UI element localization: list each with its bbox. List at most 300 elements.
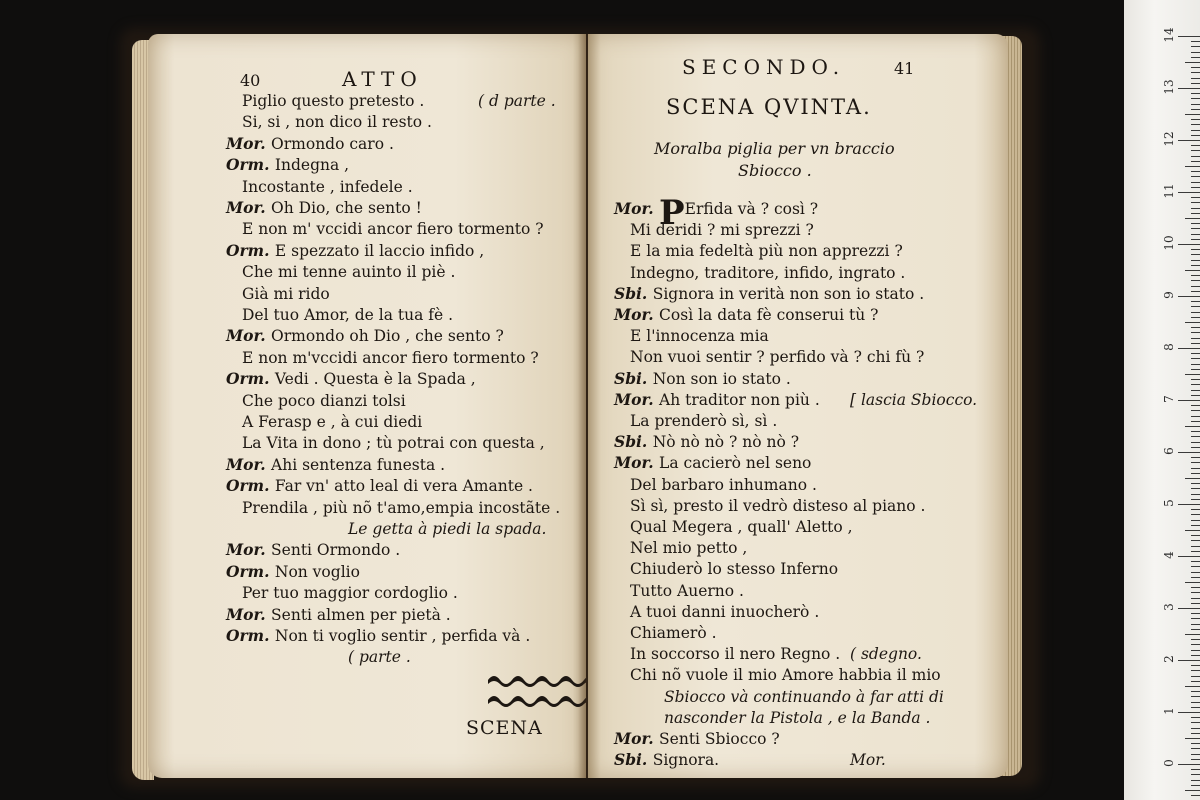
speaker-label: Orm.: [226, 626, 275, 645]
ruler-tick: [1191, 618, 1200, 619]
ruler-tick: [1191, 301, 1200, 302]
ruler-tick: [1191, 551, 1200, 552]
ruler-tick: [1191, 785, 1200, 786]
line-text: La cacierò nel seno: [659, 454, 812, 473]
ruler-tick: [1191, 421, 1200, 422]
speaker-label: Orm.: [226, 561, 275, 581]
verse-line: [614, 391, 820, 409]
stage-direction-line-2: Sbiocco .: [738, 161, 812, 180]
ruler-tick: [1191, 520, 1200, 521]
line-text: Indegna ,: [274, 156, 350, 175]
left-page-number: 40: [240, 71, 261, 90]
ruler-tick: [1185, 62, 1200, 63]
ruler-tick: [1191, 748, 1200, 749]
ruler-tick: [1191, 457, 1200, 458]
aside-direction: ( d parte .: [478, 92, 556, 110]
line-text: Non vuoi sentir ? perfido và ? chi fù ?: [630, 348, 925, 367]
ruler-tick: [1191, 254, 1200, 255]
ruler-tick: [1178, 452, 1200, 453]
ruler-tick: [1191, 514, 1200, 515]
ruler-tick: [1191, 499, 1200, 500]
verse-line: [242, 220, 544, 238]
line-text: Chiuderò lo stesso Inferno: [630, 560, 839, 579]
line-text: A tuoi danni inuocherò .: [630, 602, 820, 621]
line-text: Far vn' atto leal di vera Amante .: [274, 477, 533, 496]
verse-line: [630, 666, 941, 684]
speaker-label: Orm.: [226, 476, 275, 496]
ruler-tick: [1191, 228, 1200, 229]
ruler-number: 8: [1162, 343, 1176, 351]
ruler-tick: [1191, 624, 1200, 625]
ruler-tick: [1191, 265, 1200, 266]
ruler-tick: [1191, 213, 1200, 214]
line-text: Ahi sentenza funesta .: [271, 455, 446, 474]
speaker-label: Mor.: [226, 326, 272, 346]
ruler-tick: [1191, 566, 1200, 567]
right-page-number: 41: [894, 59, 915, 78]
ruler-number: 13: [1162, 79, 1176, 95]
ruler-tick: [1191, 187, 1200, 188]
ruler-tick: [1191, 598, 1200, 599]
verse-line: [226, 477, 533, 495]
ruler-tick: [1191, 577, 1200, 578]
verse-line: [242, 434, 545, 452]
ruler-tick: [1191, 161, 1200, 162]
verse-line: [242, 92, 424, 110]
ruler-tick: [1191, 176, 1200, 177]
ruler-tick: [1191, 707, 1200, 708]
speaker-label: Orm.: [226, 369, 275, 389]
speaker-label: Mor.: [226, 604, 272, 624]
stage-direction-line-1: Moralba piglia per vn braccio: [654, 139, 895, 158]
ruler-tick: [1178, 192, 1200, 193]
ruler-tick: [1191, 78, 1200, 79]
ruler-tick: [1185, 374, 1200, 375]
verse-line: [630, 476, 817, 494]
ruler-tick: [1191, 795, 1200, 796]
verse-line: [242, 349, 539, 367]
ruler-tick: [1191, 239, 1200, 240]
verse-line: [614, 370, 791, 388]
line-text: Mi deridi ? mi sprezzi ?: [630, 221, 814, 240]
line-text: Signora.: [652, 751, 720, 770]
ruler-tick: [1191, 733, 1200, 734]
ruler-tick: [1191, 130, 1200, 131]
line-text: Che poco dianzi tolsi: [242, 391, 406, 410]
line-text: Nò nò nò ? nò nò ?: [652, 433, 800, 452]
verse-line: [226, 135, 394, 153]
verse-line: [630, 242, 903, 260]
verse-line: [242, 263, 455, 281]
verse-line: [226, 541, 400, 559]
ruler-tick: [1191, 234, 1200, 235]
ruler-tick: [1191, 691, 1200, 692]
verse-line: [348, 648, 411, 666]
line-text: A Ferasp e , à cui diedi: [242, 413, 423, 431]
ruler-tick: [1191, 488, 1200, 489]
ruler-tick: [1191, 447, 1200, 448]
ruler-tick: [1185, 270, 1200, 271]
speaker-label: Mor.: [614, 453, 660, 473]
line-text: Prendila , più nõ t'amo,empia incostãte .: [242, 498, 561, 517]
ruler-tick: [1178, 140, 1200, 141]
verse-line: [630, 560, 838, 578]
ruler-tick: [1191, 613, 1200, 614]
verse-line: [630, 327, 769, 345]
verse-line: [242, 285, 330, 303]
drop-cap: P: [659, 193, 685, 233]
verse-line: [614, 285, 924, 303]
ruler-tick: [1185, 686, 1200, 687]
ruler-tick: [1178, 504, 1200, 505]
ruler-tick: [1191, 249, 1200, 250]
ruler-tick: [1191, 587, 1200, 588]
ruler-tick: [1178, 244, 1200, 245]
ruler-tick: [1191, 384, 1200, 385]
line-text: Senti almen per pietà .: [271, 605, 451, 624]
line-text: Ormondo caro .: [271, 134, 394, 153]
line-text: Si, si , non dico il resto .: [242, 113, 432, 132]
ruler-tick: [1178, 556, 1200, 557]
verse-line: [226, 456, 445, 474]
ruler-tick: [1178, 712, 1200, 713]
ruler-tick: [1191, 468, 1200, 469]
ruler-tick: [1191, 275, 1200, 276]
verse-line: [664, 709, 930, 727]
line-text: E non m'vccidi ancor fiero tormento ?: [242, 348, 539, 367]
ruler-tick: [1191, 410, 1200, 411]
speaker-label: Mor.: [226, 198, 272, 217]
verse-line: [226, 199, 422, 217]
ruler-tick: [1191, 650, 1200, 651]
ruler-tick: [1191, 592, 1200, 593]
ruler-tick: [1185, 738, 1200, 739]
ruler-tick: [1191, 83, 1200, 84]
ruler-tick: [1191, 369, 1200, 370]
ruler-tick: [1191, 670, 1200, 671]
ruler-tick: [1191, 759, 1200, 760]
ruler-tick: [1185, 166, 1200, 167]
ruler-tick: [1191, 390, 1200, 391]
line-text: Incostante , infedele .: [242, 177, 413, 196]
ruler-tick: [1191, 135, 1200, 136]
speaker-label: Sbi.: [614, 750, 653, 770]
speaker-label: Mor.: [226, 133, 272, 153]
line-text: Non ti voglio sentir , perfida và .: [274, 627, 531, 645]
ruler-tick: [1191, 462, 1200, 463]
ruler-tick: [1191, 561, 1200, 562]
ruler-tick: [1191, 473, 1200, 474]
ruler-tick: [1191, 546, 1200, 547]
verse-line: [242, 499, 560, 517]
ruler-number: 6: [1162, 447, 1176, 455]
ruler-tick: [1191, 540, 1200, 541]
line-text: In soccorso il nero Regno .: [630, 645, 841, 664]
ruler-tick: [1191, 332, 1200, 333]
left-page: [148, 34, 586, 778]
printer-ornament: [486, 670, 592, 712]
ruler-number: 4: [1162, 551, 1176, 559]
ruler-number: 9: [1162, 291, 1176, 299]
ruler-tick: [1191, 717, 1200, 718]
ruler-tick: [1191, 416, 1200, 417]
verse-line: [226, 563, 360, 581]
verse-line: [630, 221, 814, 239]
ruler-tick: [1191, 57, 1200, 58]
line-text: Piglio questo pretesto .: [242, 92, 425, 110]
line-text: Già mi rido: [242, 284, 330, 303]
line-text: Chiamerò .: [630, 624, 717, 642]
line-text: Che mi tenne auinto il piè .: [242, 263, 456, 282]
ruler-tick: [1191, 280, 1200, 281]
ruler-number: 7: [1162, 395, 1176, 403]
ruler-tick: [1191, 156, 1200, 157]
ruler-number: 1: [1162, 707, 1176, 715]
ruler-tick: [1191, 681, 1200, 682]
ruler-tick: [1178, 660, 1200, 661]
speaker-label: Mor.: [614, 305, 660, 324]
ruler-tick: [1191, 665, 1200, 666]
line-text: Le getta à piedi la spada.: [348, 520, 547, 538]
ruler-number: 10: [1162, 235, 1176, 251]
ruler-tick: [1191, 743, 1200, 744]
ruler-tick: [1191, 104, 1200, 105]
line-text: Ormondo oh Dio , che sento ?: [271, 327, 504, 346]
ruler-tick: [1191, 67, 1200, 68]
ruler-tick: [1191, 72, 1200, 73]
ruler-tick: [1191, 405, 1200, 406]
ruler-tick: [1191, 535, 1200, 536]
ruler-tick: [1191, 436, 1200, 437]
ruler-tick: [1178, 88, 1200, 89]
ruler-tick: [1191, 98, 1200, 99]
speaker-label: Orm.: [226, 240, 275, 260]
line-text: Non son io stato .: [652, 369, 791, 388]
ruler-tick: [1191, 754, 1200, 755]
ruler-tick: [1191, 109, 1200, 110]
line-text: La prenderò sì, sì .: [630, 412, 778, 430]
speaker-label: Mor.: [226, 540, 272, 560]
ruler-tick: [1191, 317, 1200, 318]
ruler-tick: [1185, 582, 1200, 583]
ruler-tick: [1191, 208, 1200, 209]
ruler-tick: [1191, 150, 1200, 151]
verse-line: [630, 603, 819, 621]
verse-line: [630, 348, 924, 366]
ruler-tick: [1191, 395, 1200, 396]
ruler-tick: [1191, 353, 1200, 354]
line-text: E non m' vccidi ancor fiero tormento ?: [242, 220, 544, 239]
verse-line: [348, 520, 546, 538]
line-text: Tutto Auerno .: [630, 581, 744, 600]
line-text: Così la data fè conserui tù ?: [659, 306, 879, 324]
speaker-label: Orm.: [226, 155, 275, 175]
ruler-tick: [1191, 676, 1200, 677]
ruler-tick: [1178, 764, 1200, 765]
ruler-tick: [1191, 364, 1200, 365]
ruler-number: 0: [1162, 759, 1176, 767]
ruler-tick: [1191, 780, 1200, 781]
ruler-number: 5: [1162, 499, 1176, 507]
ruler-tick: [1191, 655, 1200, 656]
ruler-tick: [1191, 696, 1200, 697]
ruler-tick: [1191, 494, 1200, 495]
ruler-tick: [1191, 431, 1200, 432]
ruler-tick: [1185, 478, 1200, 479]
ruler-tick: [1191, 572, 1200, 573]
ruler-tick: [1191, 483, 1200, 484]
speaker-label: Sbi.: [614, 368, 653, 388]
left-running-head: ATTO: [342, 67, 423, 91]
verse-line: [226, 242, 484, 260]
line-text: E la mia fedeltà più non apprezzi ?: [630, 242, 903, 261]
ruler-tick: [1191, 93, 1200, 94]
line-text: ( parte .: [348, 648, 411, 667]
ruler-number: 11: [1162, 183, 1176, 199]
measurement-ruler: [1124, 0, 1200, 800]
line-text: nasconder la Pistola , e la Banda .: [664, 708, 931, 727]
line-text: E spezzato il laccio infido ,: [274, 241, 485, 260]
ruler-tick: [1191, 442, 1200, 443]
ruler-tick: [1191, 145, 1200, 146]
ruler-number: 3: [1162, 603, 1176, 611]
verse-line: [242, 392, 406, 410]
verse-line: [630, 497, 925, 515]
ruler-tick: [1185, 790, 1200, 791]
ruler-tick: [1191, 338, 1200, 339]
line-text: Ah traditor non più .: [659, 390, 820, 409]
line-text: Nel mio petto ,: [630, 539, 748, 558]
ruler-tick: [1191, 603, 1200, 604]
verse-line: [226, 627, 530, 645]
line-text: La Vita in dono ; tù potrai con questa ,: [242, 434, 545, 453]
speaker-label: Mor.: [614, 389, 660, 409]
ruler-number: 14: [1162, 27, 1176, 43]
ruler-tick: [1191, 343, 1200, 344]
verse-line: [242, 178, 413, 196]
verse-line: [226, 606, 451, 624]
ruler-tick: [1185, 114, 1200, 115]
ruler-tick: [1191, 182, 1200, 183]
verse-line: [630, 539, 747, 557]
ruler-tick: [1178, 608, 1200, 609]
ruler-tick: [1191, 223, 1200, 224]
verse-line: [614, 306, 878, 324]
ruler-tick: [1191, 171, 1200, 172]
ruler-tick: [1191, 629, 1200, 630]
scene-title: SCENA QVINTA.: [666, 95, 872, 119]
speaker-label: Mor.: [226, 454, 272, 474]
aside-direction: ( sdegno.: [850, 645, 922, 664]
ruler-tick: [1185, 530, 1200, 531]
verse-line: [664, 688, 944, 706]
line-text: Qual Megera , quall' Aletto ,: [630, 518, 853, 536]
ruler-tick: [1191, 119, 1200, 120]
line-text: E l'innocenza mia: [630, 327, 769, 346]
line-text: Indegno, traditore, infido, ingrato .: [630, 263, 906, 282]
ruler-tick: [1191, 197, 1200, 198]
ruler-number: 2: [1162, 655, 1176, 663]
line-text: Per tuo maggior cordoglio .: [242, 584, 458, 603]
verse-line: [630, 624, 717, 642]
verse-line: [242, 413, 422, 431]
ruler-number: 12: [1162, 131, 1176, 147]
verse-line: [630, 264, 905, 282]
line-text: Sbiocco và continuando à far atti di: [664, 687, 944, 706]
ruler-tick: [1191, 379, 1200, 380]
right-running-head: SECONDO.: [682, 55, 846, 79]
ruler-tick: [1191, 769, 1200, 770]
line-text: Senti Ormondo .: [271, 541, 401, 560]
verse-line: [630, 412, 777, 430]
speaker-label: Sbi.: [614, 283, 653, 303]
ruler-tick: [1191, 286, 1200, 287]
ruler-tick: [1191, 702, 1200, 703]
line-text: Sì sì, presto il vedrò disteso al piano .: [630, 496, 926, 515]
ruler-tick: [1191, 509, 1200, 510]
verse-line: [614, 730, 780, 748]
ruler-tick: [1178, 400, 1200, 401]
ruler-tick: [1191, 327, 1200, 328]
ruler-tick: [1191, 41, 1200, 42]
verse-line: [614, 454, 811, 472]
ruler-tick: [1178, 348, 1200, 349]
line-text: Signora in verità non son io stato .: [652, 284, 925, 303]
ruler-tick: [1191, 728, 1200, 729]
verse-line: [630, 518, 853, 536]
verse-line: [630, 582, 744, 600]
right-page: [588, 34, 1008, 778]
speaker-label: Mor.: [614, 729, 660, 748]
ruler-tick: [1191, 260, 1200, 261]
ruler-tick: [1191, 52, 1200, 53]
ruler-tick: [1191, 124, 1200, 125]
line-text: Erfida và ? così ?: [684, 200, 819, 218]
ruler-tick: [1178, 36, 1200, 37]
line-text: Del barbaro inhumano .: [630, 475, 817, 494]
line-text: Chi nõ vuole il mio Amore habbia il mio: [630, 666, 941, 685]
ruler-tick: [1191, 639, 1200, 640]
ruler-tick: [1185, 322, 1200, 323]
verse-line: [614, 433, 799, 451]
catchword: SCENA: [466, 717, 543, 739]
ruler-tick: [1191, 358, 1200, 359]
aside-direction: Mor.: [850, 751, 886, 770]
line-text: Senti Sbiocco ?: [659, 730, 780, 748]
verse-line: [242, 113, 432, 131]
ruler-tick: [1191, 774, 1200, 775]
speaker-label: Sbi.: [614, 432, 653, 452]
verse-line: [614, 751, 719, 769]
line-text: Del tuo Amor, de la tua fè .: [242, 306, 454, 324]
ruler-tick: [1191, 202, 1200, 203]
line-text: Non voglio: [274, 562, 360, 581]
verse-line: [226, 370, 476, 388]
ruler-tick: [1185, 634, 1200, 635]
ruler-tick: [1185, 426, 1200, 427]
ruler-tick: [1191, 306, 1200, 307]
verse-line: [226, 327, 504, 345]
verse-line: [242, 306, 453, 324]
aside-direction: [ lascia Sbiocco.: [850, 390, 978, 409]
ruler-tick: [1191, 525, 1200, 526]
ruler-tick: [1191, 644, 1200, 645]
verse-line: [226, 156, 349, 174]
ruler-tick: [1191, 312, 1200, 313]
ruler-tick: [1178, 296, 1200, 297]
verse-line: [630, 645, 840, 663]
line-text: Oh Dio, che sento !: [271, 199, 422, 217]
